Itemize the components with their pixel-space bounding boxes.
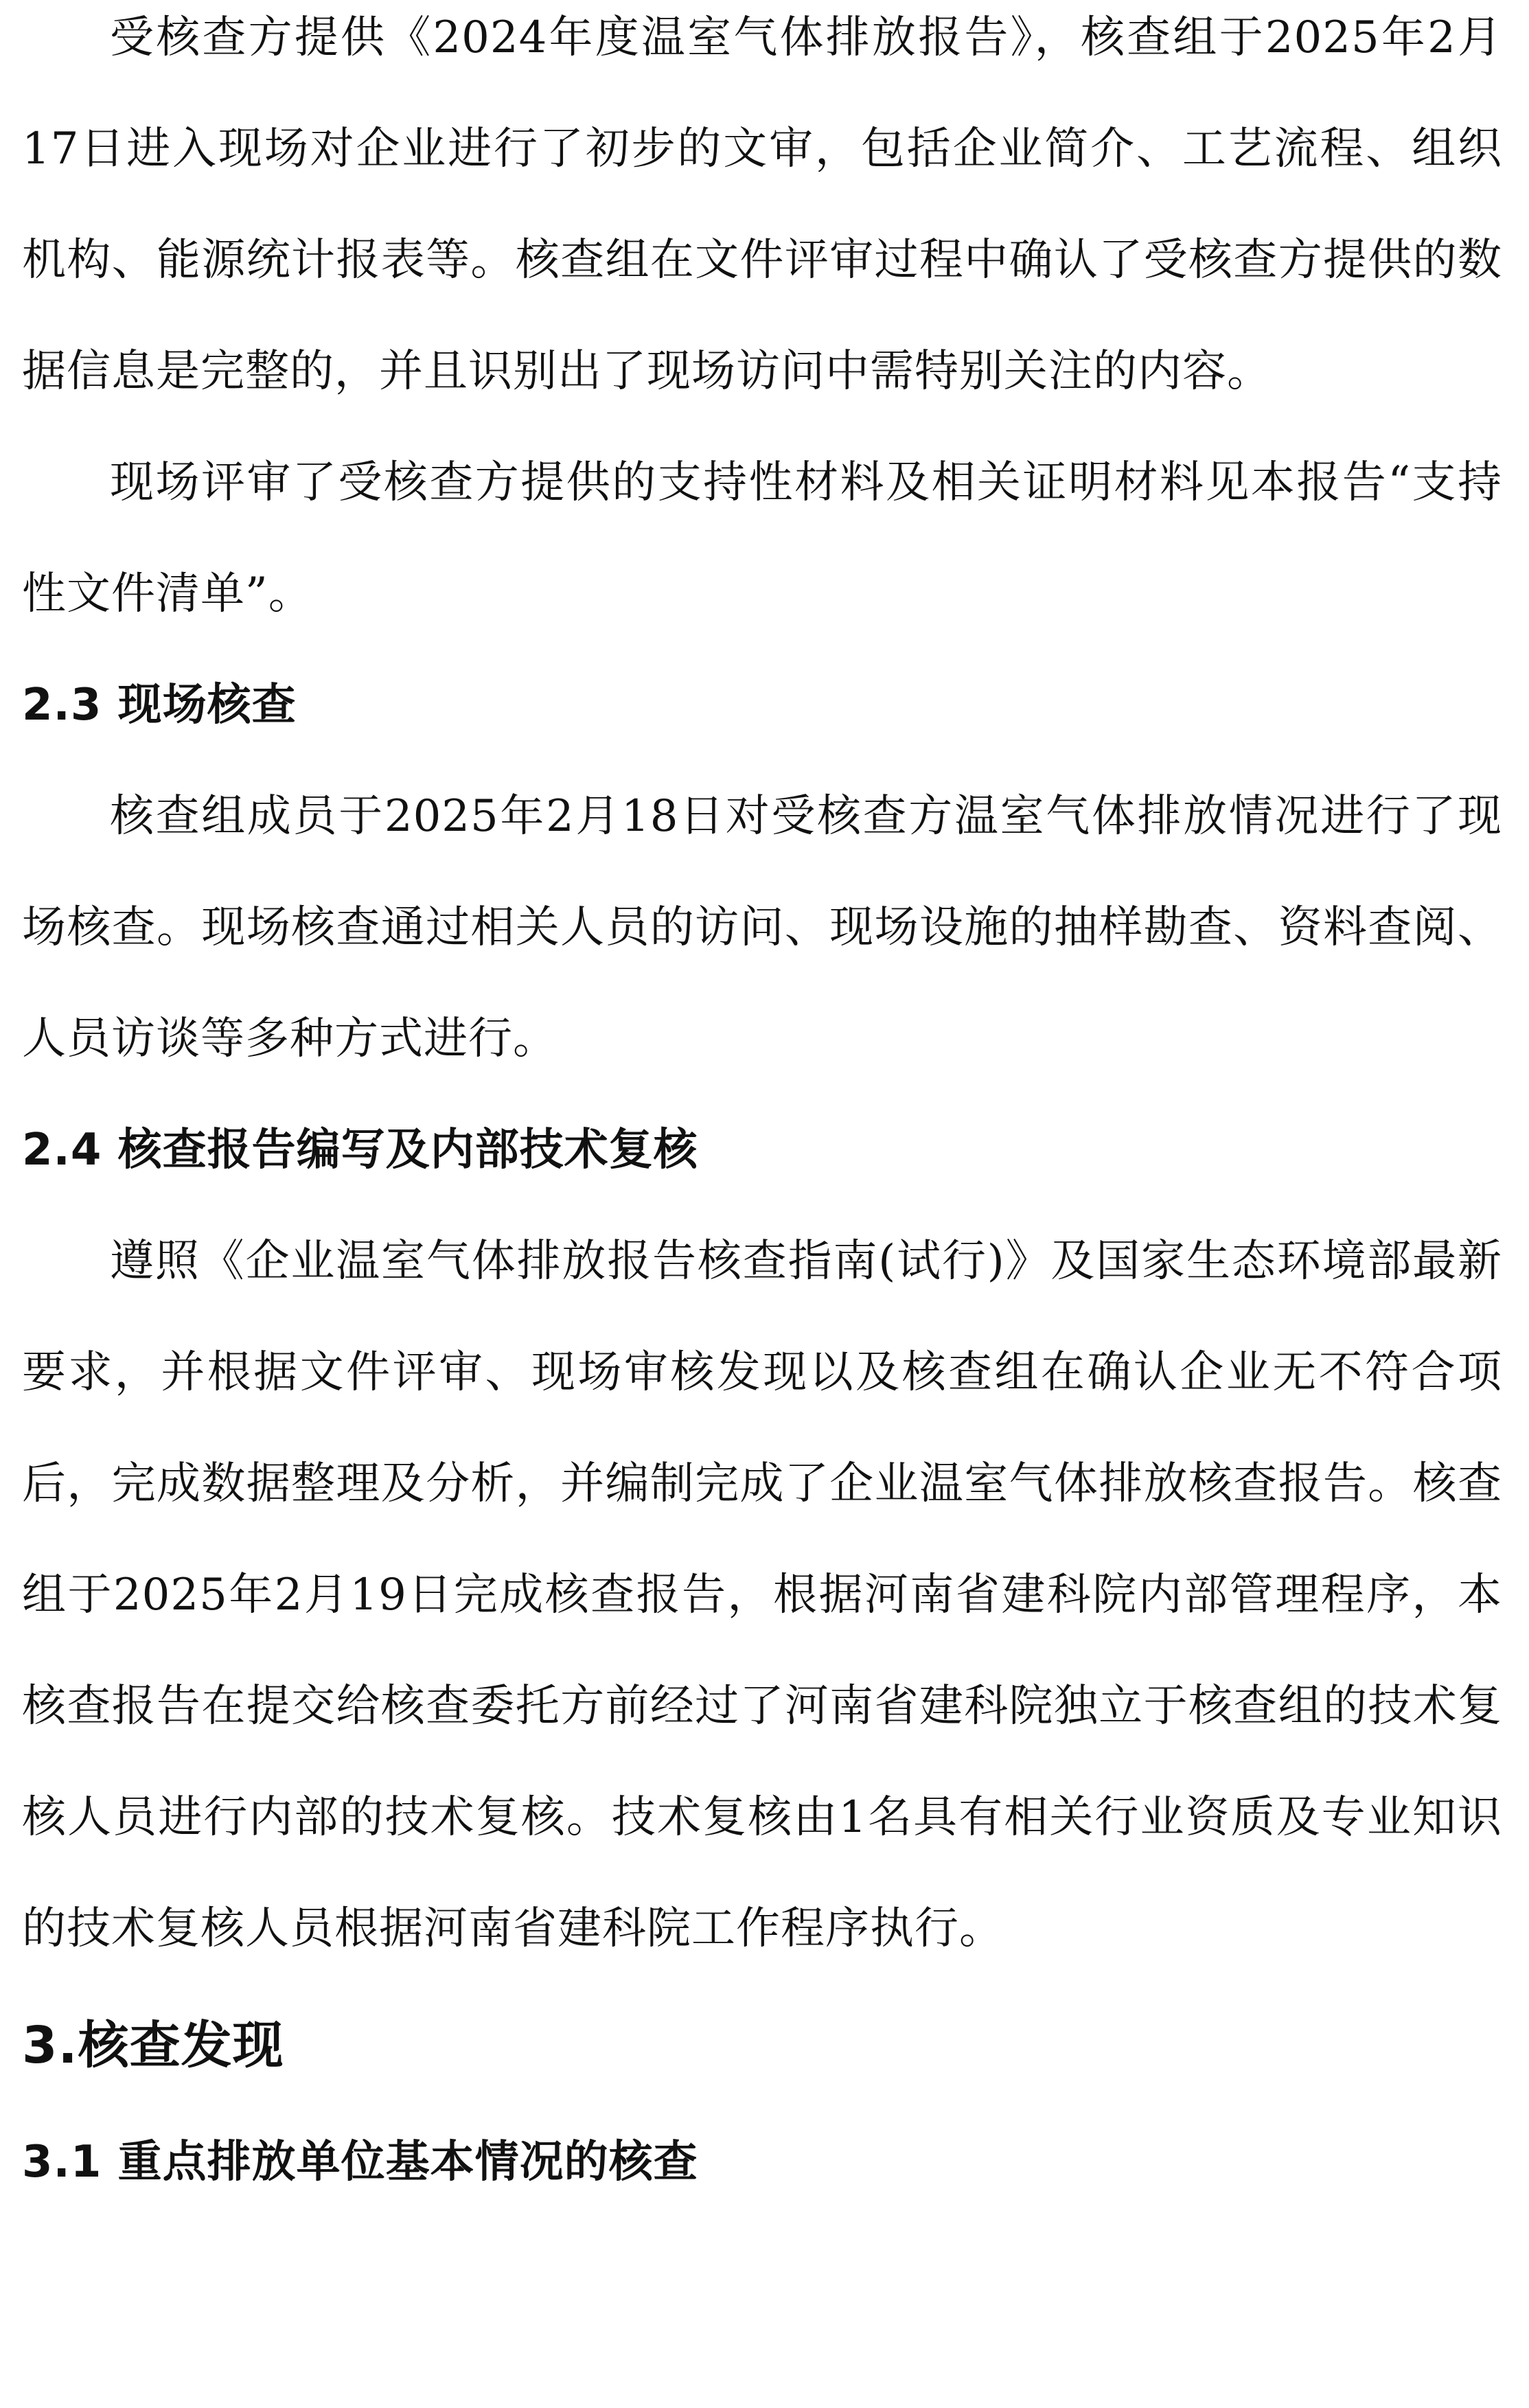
- paragraph-supporting-materials: 现场评审了受核查方提供的支持性材料及相关证明材料见本报告“支持性文件清单”。: [22, 457, 1502, 619]
- document-page: [22, 0, 1502, 2218]
- section-2-4-heading: 2.4 核查报告编写及内部技术复核: [22, 1125, 698, 1176]
- paragraph-document-review: 受核查方提供《2024年度温室气体排放报告》，核查组于2025年2月17日进入现场对企业进行了初步的文审，包括企业简介、工艺流程、组织机构、能源统计报表等。核查组在文件评审过程中确认了受核查方提供的数据信息是完整的，并且识别出了现场访问中需特别关注的内容。: [22, 12, 1502, 397]
- section-3-heading: 3.核查发现: [22, 2016, 284, 2075]
- section-3-1-heading: 3.1 重点排放单位基本情况的核查: [22, 2137, 698, 2188]
- paragraph-site-verification: 核查组成员于2025年2月18日对受核查方温室气体排放情况进行了现场核查。现场核查通过相关人员的访问、现场设施的抽样勘查、资料查阅、人员访谈等多种方式进行。: [22, 791, 1502, 1064]
- section-2-3-heading: 2.3 现场核查: [22, 680, 297, 731]
- paragraph-report-and-review: 遵照《企业温室气体排放报告核查指南(试行)》及国家生态环境部最新要求，并根据文件评审、现场审核发现以及核查组在确认企业无不符合项后，完成数据整理及分析，并编制完成了企业温室气体排放核查报告。核查组于2025年2月19日完成核查报告，根据河南省建科院内部管理程序，本核查报告在提交给核查委托方前经过了河南省建科院独立于核查组的技术复核人员进行内部的技术复核。技术复核由1名具有相关行业资质及专业知识的技术复核人员根据河南省建科院工作程序执行。: [22, 1236, 1502, 1954]
